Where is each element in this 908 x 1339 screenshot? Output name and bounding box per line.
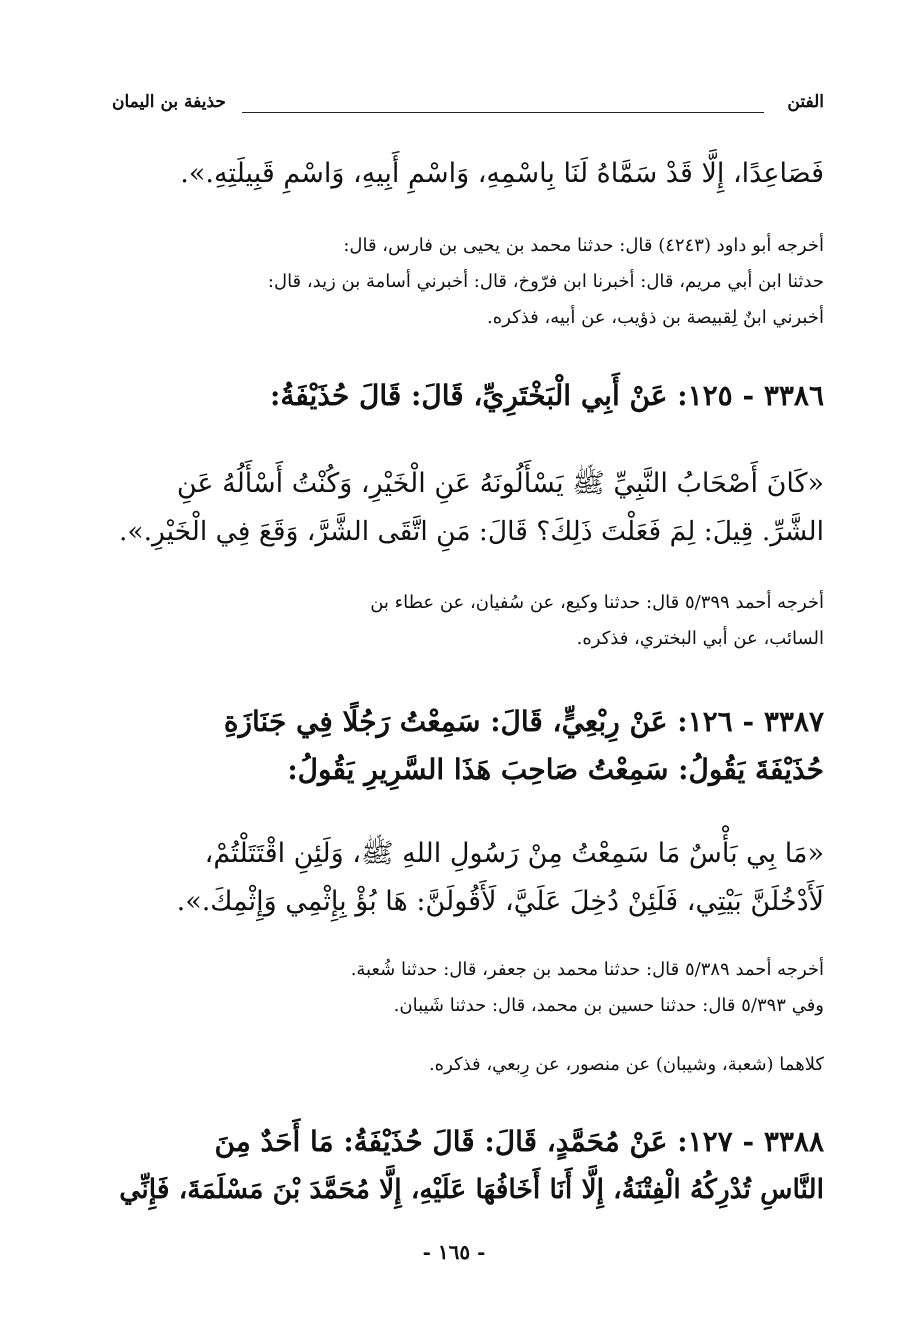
hadith-heading <box>112 372 824 420</box>
text-line: «كَانَ أَصْحَابُ النَّبِيِّ ﷺ يَسْأَلُونَهُ عَنِ الْخَيْرِ، وَكُنْتُ أَسْأَلُهُ عَنِ <box>176 468 824 499</box>
hadith-text <box>112 460 824 556</box>
hadith-heading <box>112 1118 824 1214</box>
takhrij-note <box>112 952 824 1024</box>
takhrij-note <box>112 1047 824 1083</box>
text-line: كلاهما (شعبة، وشيبان) عن منصور، عن رِبعي، فذكره. <box>428 1054 824 1075</box>
header-rule <box>242 112 764 113</box>
page-number: - ١٦٥ - <box>422 1240 486 1264</box>
text-line: ٣٣٨٨ - ١٢٧: عَنْ مُحَمَّدٍ، قَالَ: قَالَ حُذَيْفَةُ: مَا أَحَدٌ مِنَ <box>214 1125 824 1158</box>
text-line: السائب، عن أبي البختري، فذكره. <box>576 628 824 649</box>
text-line: وفي ٥/٣٩٣ قال: حدثنا حسين بن محمد، قال: حدثنا شَيبان. <box>393 995 824 1016</box>
hadith-heading <box>112 698 824 794</box>
text-line: حدثنا ابن أبي مريم، قال: أخبرنا ابن فرّوخ، قال: أخبرني أسامة بن زيد، قال: <box>267 271 824 292</box>
text-line: أخرجه أبو داود (٤٢٤٣) قال: حدثنا محمد بن يحيى بن فارس، قال: <box>343 235 824 256</box>
text-line: الشَّرِّ. قِيلَ: لِمَ فَعَلْتَ ذَلِكَ؟ قَالَ: مَنِ اتَّقَى الشَّرَّ، وَقَعَ فِي الْخَيْرِ.». <box>119 516 824 547</box>
header-author: حذيفة بن اليمان <box>112 92 226 112</box>
running-header <box>112 92 824 120</box>
text-line: أخرجه أحمد ٥/٣٨٩ قال: حدثنا محمد بن جعفر، قال: حدثنا شُعبة. <box>350 959 824 980</box>
hadith-text <box>112 830 824 926</box>
text-line: فَصَاعِدًا، إِلَّا قَدْ سَمَّاهُ لَنَا بِاسْمِهِ، وَاسْمِ أَبِيهِ، وَاسْمِ قَبِيلَتِهِ.». <box>180 158 824 189</box>
hadith-text <box>112 150 824 198</box>
header-chapter: الفتن <box>787 92 824 112</box>
text-line: أخبرني ابنٌ لِقبيصة بن ذؤيب، عن أبيه، فذكره. <box>487 307 824 328</box>
takhrij-note <box>112 228 824 336</box>
text-line: لَأَدْخُلَنَّ بَيْتِي، فَلَئِنْ دُخِلَ عَلَيَّ، لَأَقُولَنَّ: هَا بُؤْ بِإِثْمِي وَإِثْمِكَ.». <box>176 886 824 917</box>
text-line: النَّاسِ تُدْرِكُهُ الْفِتْنَةُ، إِلَّا أَنَا أَخَافُهَا عَلَيْهِ، إِلَّا مُحَمَّدَ بْنَ مَسْلَمَةَ، فَإِنِّي <box>119 1174 824 1205</box>
text-line: حُذَيْفَةَ يَقُولُ: سَمِعْتُ صَاحِبَ هَذَا السَّرِيرِ يَقُولُ: <box>287 753 824 786</box>
text-line: ٣٣٨٦ - ١٢٥: عَنْ أَبِي الْبَخْتَرِيِّ، قَالَ: قَالَ حُذَيْفَةُ: <box>269 379 824 412</box>
text-line: أخرجه أحمد ٥/٣٩٩ قال: حدثنا وكيع، عن سُفيان، عن عطاء بن <box>370 592 824 613</box>
text-line: «مَا بِي بَأْسٌ مَا سَمِعْتُ مِنْ رَسُولِ اللهِ ﷺ، وَلَئِنِ اقْتَتَلْتُمْ، <box>204 838 824 869</box>
takhrij-note <box>112 585 824 657</box>
text-line: ٣٣٨٧ - ١٢٦: عَنْ رِبْعِيٍّ، قَالَ: سَمِعْتُ رَجُلًا فِي جَنَازَةِ <box>223 705 824 738</box>
